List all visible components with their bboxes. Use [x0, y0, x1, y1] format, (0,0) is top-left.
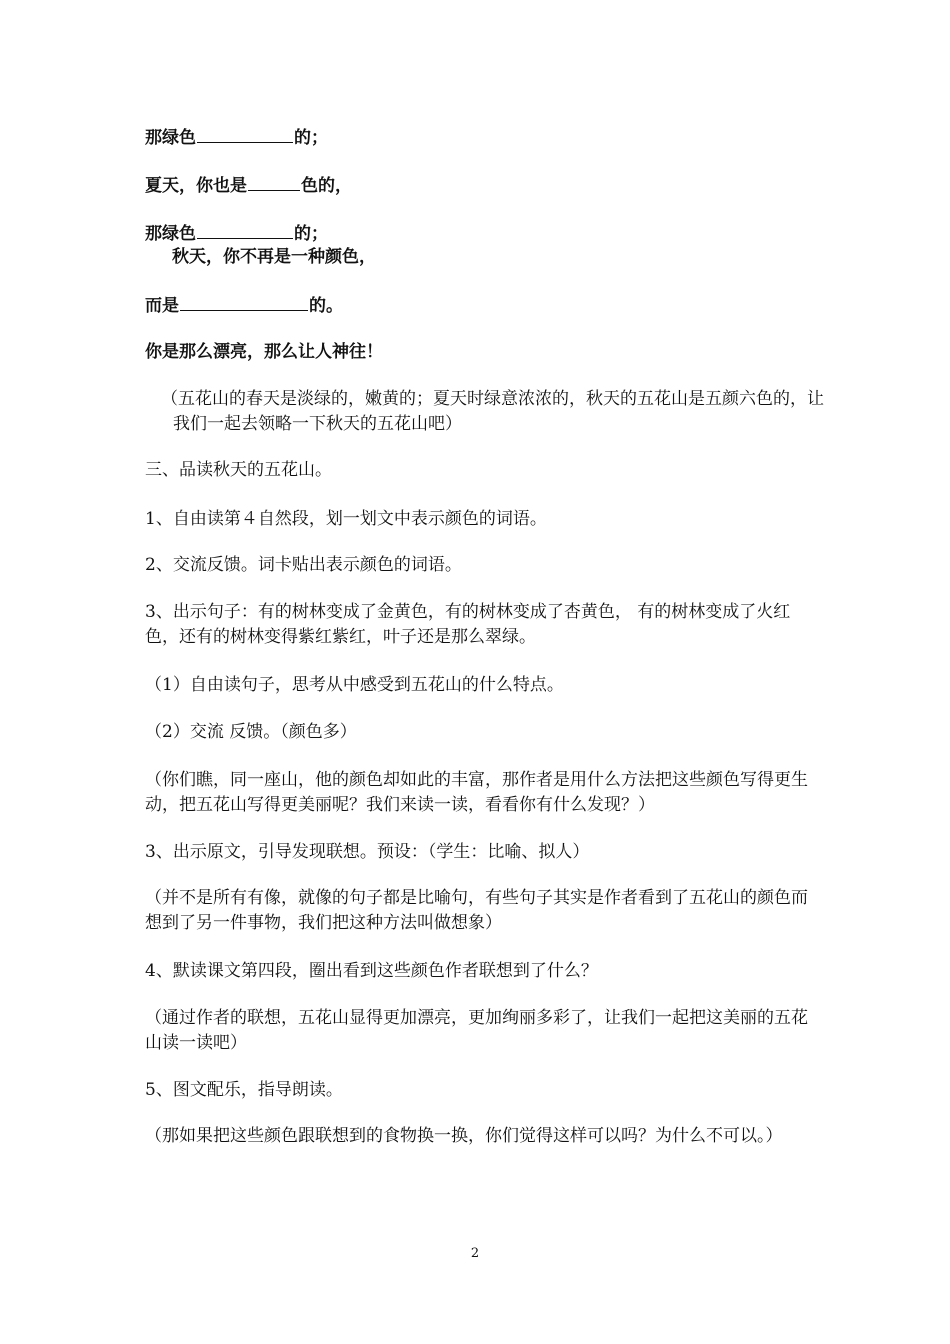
paragraph-note: （并不是所有有像，就像的句子都是比喻句，有些句子其实是作者看到了五花山的颜色而想到了另一件事物，我们把这种方法叫做想象） — [145, 888, 808, 933]
section-heading-3: 三、品读秋天的五花山。 — [145, 460, 332, 480]
paragraph-sub-1: （1）自由读句子，思考从中感受到五花山的什么特点。 — [145, 675, 564, 695]
paragraph-step-5: 5、图文配乐，指导朗读。 — [145, 1080, 343, 1100]
fill-blank-2[interactable] — [248, 172, 300, 191]
paragraph-association: （通过作者的联想，五花山显得更加漂亮，更加绚丽多彩了，让我们一起把这美丽的五花山读一读吧） — [145, 1008, 808, 1053]
poem-line-6: 你是那么漂亮，那么让人神往！ — [145, 342, 383, 362]
poem-line-5-start: 而是 — [145, 296, 179, 316]
poem-line-3-end: 的； — [294, 224, 328, 244]
poem-line-3-start: 那绿色 — [145, 224, 196, 244]
paragraph-step-4: 4、默读课文第四段，圈出看到这些颜色作者联想到了什么？ — [145, 961, 598, 981]
paragraph-step-1: 1、自由读第４自然段，划一划文中表示颜色的词语。 — [145, 509, 547, 529]
poem-line-2-end: 色的， — [301, 176, 352, 196]
poem-line-4: 秋天，你不再是一种颜色， — [172, 247, 376, 267]
poem-line-1 — [145, 124, 810, 151]
paragraph-step-3: 3、出示句子：有的树林变成了金黄色，有的树林变成了杏黄色， 有的树林变成了火红色，还有的树林变得紫红紫红，叶子还是那么翠绿。 — [145, 602, 791, 647]
paragraph-step-3b: 3、出示原文，引导发现联想。预设：（学生：比喻、拟人） — [145, 842, 590, 862]
paragraph-sub-2: （2）交流 反馈。（颜色多） — [145, 722, 357, 742]
poem-line-2-start: 夏天，你也是 — [145, 176, 247, 196]
fill-blank-3[interactable] — [197, 220, 293, 239]
poem-line-2 — [145, 172, 810, 199]
fill-blank-4[interactable] — [180, 292, 308, 311]
poem-line-5 — [145, 292, 810, 319]
paragraph-step-2: 2、交流反馈。词卡贴出表示颜色的词语。 — [145, 555, 462, 575]
paragraph-closing-question: （那如果把这些颜色跟联想到的食物换一换，你们觉得这样可以吗？为什么不可以。） — [145, 1126, 783, 1146]
page-number: 2 — [470, 1246, 480, 1261]
fill-blank-1[interactable] — [197, 124, 293, 143]
poem-line-3 — [145, 220, 810, 247]
paragraph-1: （五花山的春天是淡绿的，嫩黄的；夏天时绿意浓浓的，秋天的五花山是五颜六色的，让我们一起去领略一下秋天的五花山吧） — [161, 389, 824, 434]
poem-line-1-end: 的； — [294, 128, 328, 148]
poem-line-5-end: 的。 — [309, 296, 343, 316]
poem-line-1-start: 那绿色 — [145, 128, 196, 148]
paragraph-question: （你们瞧，同一座山，他的颜色却如此的丰富，那作者是用什么方法把这些颜色写得更生动，把五花山写得更美丽呢？我们来读一读，看看你有什么发现？） — [145, 770, 808, 815]
